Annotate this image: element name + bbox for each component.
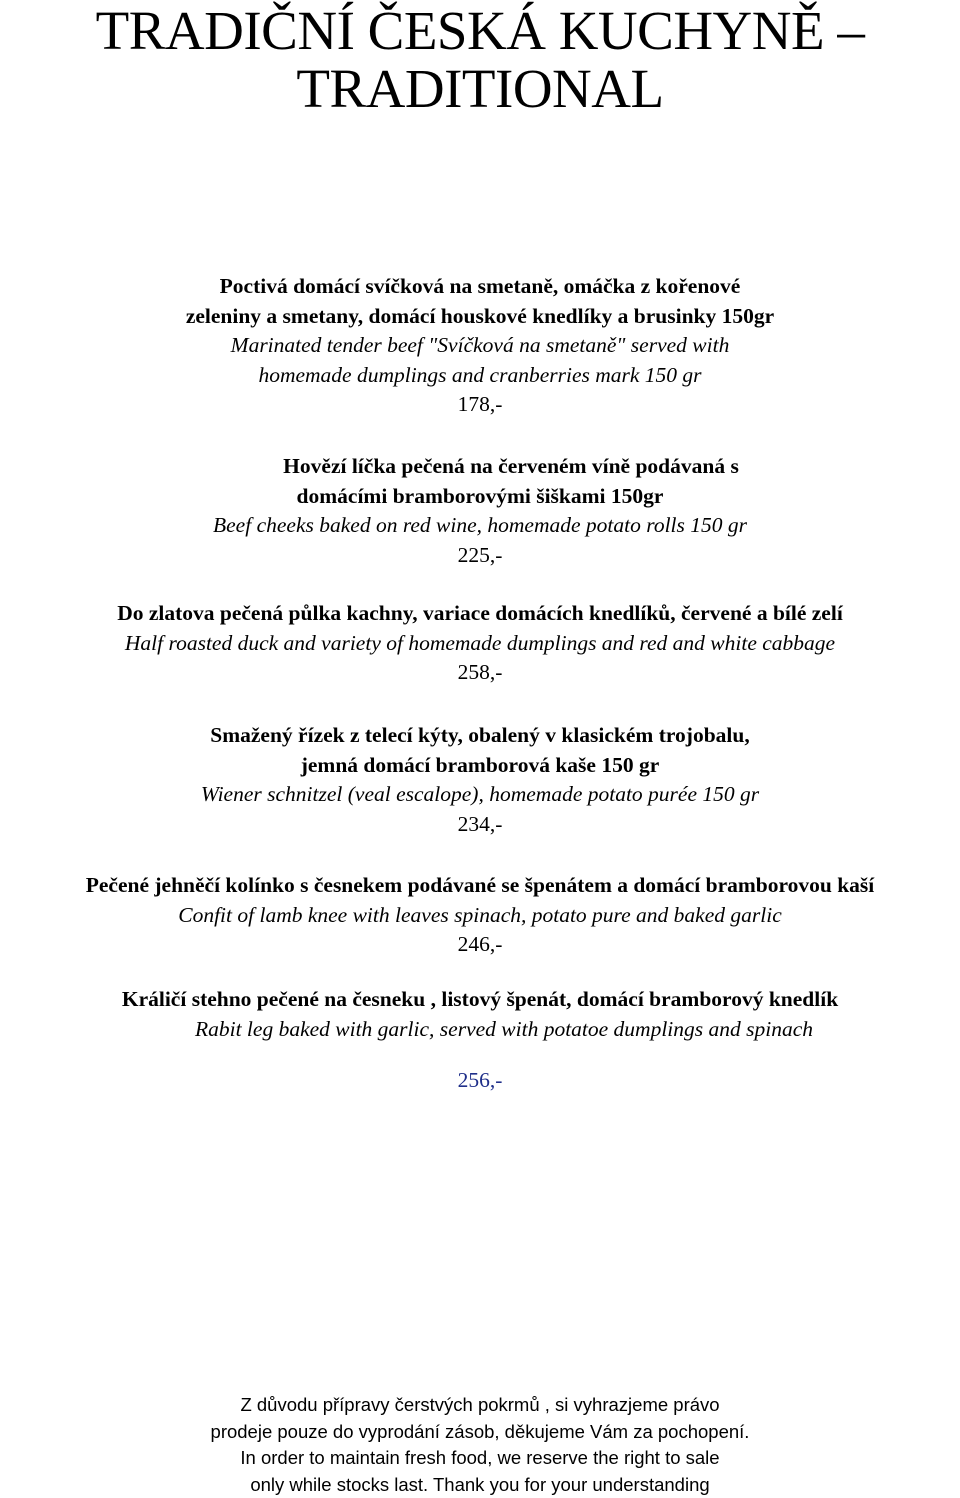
- dish-name-cz: Pečené jehněčí kolínko s česnekem podávané se špenátem a domácí bramborovou kaší: [0, 871, 960, 901]
- menu-item-duck: [0, 599, 960, 688]
- footer-line: prodeje pouze do vyprodání zásob, děkujeme Vám za pochopení.: [0, 1419, 960, 1446]
- dish-name-en: Beef cheeks baked on red wine, homemade potato rolls 150 gr: [0, 511, 960, 541]
- menu-item-beef-cheeks: [0, 452, 960, 570]
- menu-item-rabbit-leg: [0, 985, 960, 1096]
- footer-line: Z důvodu přípravy čerstvých pokrmů , si vyhrazjeme právo: [0, 1392, 960, 1419]
- footer-line: In order to maintain fresh food, we reserve the right to sale: [0, 1445, 960, 1472]
- dish-name-cz: Hovězí líčka pečená na červeném víně podávaná s: [0, 452, 960, 482]
- menu-item-svickova: [0, 272, 960, 420]
- dish-price: 178,-: [0, 390, 960, 420]
- dish-price: 258,-: [0, 658, 960, 688]
- footer-line: only while stocks last. Thank you for your understanding: [0, 1472, 960, 1498]
- footer-note: [0, 1392, 960, 1498]
- dish-price: 225,-: [0, 541, 960, 571]
- title-line-2: TRADITIONAL: [0, 60, 960, 118]
- menu-item-lamb-knee: [0, 871, 960, 960]
- dish-name-cz: Smažený řízek z telecí kýty, obalený v klasickém trojobalu,: [0, 721, 960, 751]
- dish-name-en: homemade dumplings and cranberries mark 150 gr: [0, 361, 960, 391]
- title-line-1: TRADIČNÍ ČESKÁ KUCHYNĚ –: [0, 2, 960, 60]
- dish-name-en: Half roasted duck and variety of homemade dumplings and red and white cabbage: [0, 629, 960, 659]
- page-title: [0, 2, 960, 118]
- dish-price: 246,-: [0, 930, 960, 960]
- dish-price: 234,-: [0, 810, 960, 840]
- menu-item-schnitzel: [0, 721, 960, 839]
- dish-price: 256,-: [0, 1066, 960, 1096]
- dish-name-en: Wiener schnitzel (veal escalope), homemade potato purée 150 gr: [0, 780, 960, 810]
- dish-name-en: Rabit leg baked with garlic, served with potatoe dumplings and spinach: [0, 1015, 960, 1045]
- dish-name-cz: Do zlatova pečená půlka kachny, variace domácích knedlíků, červené a bílé zelí: [0, 599, 960, 629]
- dish-name-cz: jemná domácí bramborová kaše 150 gr: [0, 751, 960, 781]
- dish-name-en: Confit of lamb knee with leaves spinach, potato pure and baked garlic: [0, 901, 960, 931]
- dish-name-cz: zeleniny a smetany, domácí houskové knedlíky a brusinky 150gr: [0, 302, 960, 332]
- dish-name-cz: Králičí stehno pečené na česneku , listový špenát, domácí bramborový knedlík: [0, 985, 960, 1015]
- dish-name-cz: Poctivá domácí svíčková na smetaně, omáčka z kořenové: [0, 272, 960, 302]
- dish-name-cz: domácími bramborovými šiškami 150gr: [0, 482, 960, 512]
- dish-name-en: Marinated tender beef "Svíčková na smetaně" served with: [0, 331, 960, 361]
